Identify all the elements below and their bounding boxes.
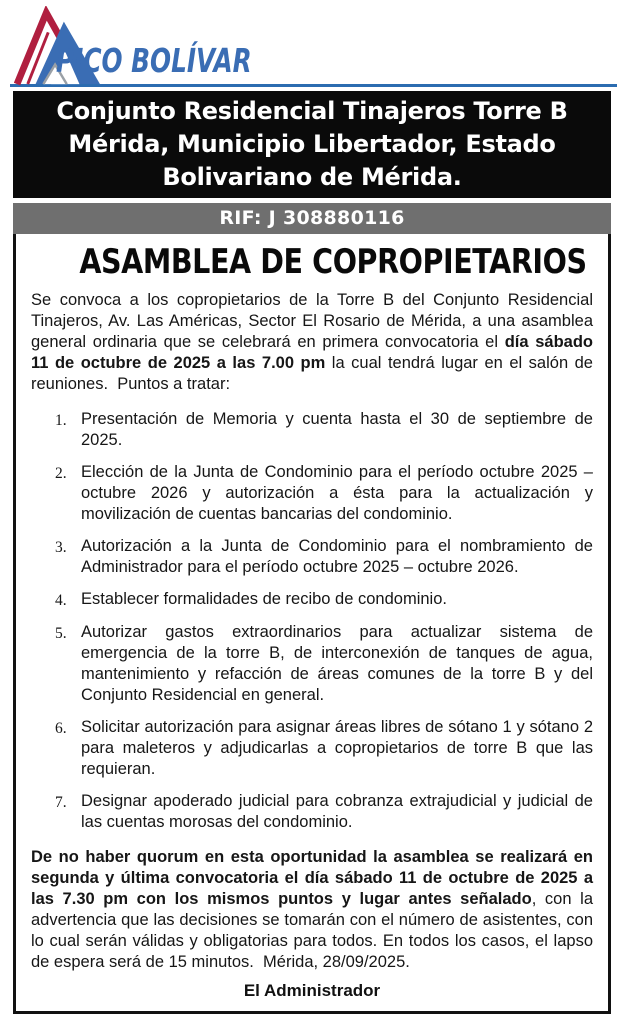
agenda-list xyxy=(55,409,593,833)
agenda-item xyxy=(55,717,593,780)
agenda-item-text: Solicitar autorización para asignar áreas libres de sótano 1 y sótano 2 para maleteros y adjudicarlas a copropietarios de torre B que las requieran. xyxy=(81,718,593,778)
agenda-item-number: 1. xyxy=(55,412,67,429)
text-segment: De no haber quorum en esta oportunidad la asamblea se realizará en segunda y última convocatoria el día sábado 11 de octubre de 2025 a las 7.30 pm con los mismos puntos y lugar antes señalado xyxy=(31,848,593,908)
agenda-item-number: 6. xyxy=(55,720,67,737)
intro-paragraph xyxy=(31,290,593,395)
agenda-item-number: 3. xyxy=(55,539,67,556)
agenda-item-text: Establecer formalidades de recibo de condominio. xyxy=(81,590,447,608)
building-title-text: Conjunto Residencial Tinajeros Torre B Mérida, Municipio Libertador, Estado Bolivariano de Mérida. xyxy=(56,97,568,191)
agenda-item-text: Autorización a la Junta de Condominio para el nombramiento de Administrador para el período octubre 2025 – octubre 2026. xyxy=(81,537,593,576)
building-title-banner xyxy=(13,91,611,198)
agenda-item xyxy=(55,589,593,611)
signature-line: El Administrador xyxy=(243,981,381,1000)
brand-name: PICO BOLÍVAR xyxy=(56,41,252,80)
agenda-item xyxy=(55,536,593,578)
notice-body-box xyxy=(13,234,611,1014)
agenda-item-text: Presentación de Memoria y cuenta hasta el 30 de septiembre de 2025. xyxy=(81,410,593,449)
rif-bar: RIF: J 308880116 xyxy=(13,203,611,234)
agenda-item xyxy=(55,791,593,833)
text-segment: día sábado 11 de octubre de 2025 a las 7.00 pm xyxy=(31,333,593,372)
agenda-item-text: Autorizar gastos extraordinarios para actualizar sistema de emergencia de la torre B, de interconexión de tanques de agua, mantenimiento y refacción de áreas comunes de la torre B y del Conjunto Residencial en general. xyxy=(81,623,593,704)
agenda-item-number: 7. xyxy=(55,794,67,811)
text-segment: Se convoca a los copropietarios de la Torre B del Conjunto Residencial Tinajeros, Av. Las Américas, Sector El Rosario de Mérida, a una asamblea general ordinaria que se celebrará en primera convocatoria el xyxy=(31,291,593,351)
notice-title xyxy=(31,242,593,282)
agenda-item xyxy=(55,462,593,525)
closing-paragraph xyxy=(31,847,593,973)
logo-area xyxy=(0,0,623,84)
text-segment: la cual tendrá lugar en el salón de reuniones. Puntos a tratar: xyxy=(31,354,593,393)
agenda-item xyxy=(55,409,593,451)
notice-title-text: ASAMBLEA DE COPROPIETARIOS xyxy=(79,242,587,282)
agenda-item-number: 4. xyxy=(55,592,67,609)
agenda-item-text: Elección de la Junta de Condominio para el período octubre 2025 – octubre 2026 y autorización a ésta para la actualización y movilización de cuentas bancarias del condominio. xyxy=(81,463,593,523)
text-segment: , con la advertencia que las decisiones se tomarán con el número de asistentes, con lo cual serán válidas y obligatorias para todos. En todos los casos, el lapso de espera será de 15 minutos. Mérida, 28/09/2025. xyxy=(31,890,593,971)
agenda-item-number: 2. xyxy=(55,465,67,482)
agenda-item xyxy=(55,622,593,706)
agenda-item-number: 5. xyxy=(55,625,67,642)
agenda-item-text: Designar apoderado judicial para cobranza extrajudicial y judicial de las cuentas morosas del condominio. xyxy=(81,792,593,831)
